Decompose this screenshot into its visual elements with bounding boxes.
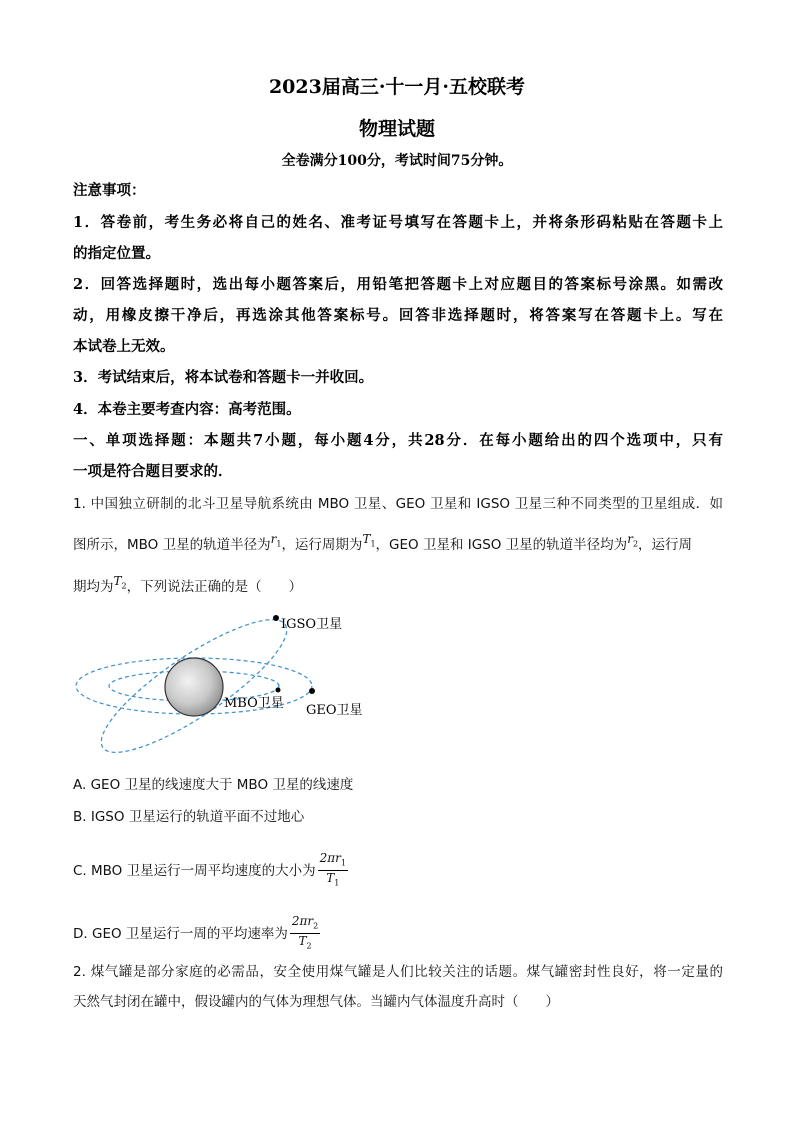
mbo-label: MBO卫星 (224, 696, 284, 711)
exam-subtitle: 物理试题 (358, 118, 435, 140)
option-b: B. IGSO 卫星运行的轨道平面不过地心 (73, 809, 305, 825)
question-2-line-1: 2. 煤气罐是部分家庭的必需品，安全使用煤气罐是人们比较关注的话题。煤气罐密封性良好，将一定量的 (73, 964, 723, 980)
notice-item-4: 4．本卷主要考查内容：高考范围。 (73, 401, 301, 418)
section-1-heading-line-2: 一项是符合题目要求的． (73, 463, 233, 480)
option-d: D. GEO 卫星运行一周的平均速率为 $\frac{2\pi r_2}{T_2}$ (73, 914, 723, 954)
geo-satellite-dot (309, 688, 315, 694)
symbol-r1: $r_1$ (270, 532, 282, 549)
option-c: C. MBO 卫星运行一周平均速度的大小为 $\frac{2\pi r_1}{T_1}$ (73, 851, 723, 891)
symbol-r2: $r_2$ (627, 532, 639, 549)
mbo-satellite-dot (276, 688, 281, 693)
notice-item-2-line-1: 2．回答选择题时，选出每小题答案后，用铅笔把答题卡上对应题目的答案标号涂黑。如需改 (73, 276, 723, 293)
notice-item-3: 3．考试结束后，将本试卷和答题卡一并收回。 (73, 369, 374, 386)
earth-icon (165, 658, 223, 716)
notice-item-1-line-2: 的指定位置。 (73, 245, 160, 262)
exam-title: 2023届高三·十一月·五校联考 (268, 76, 526, 98)
option-c-fraction: $\frac{2\pi r_1}{T_1}$ (319, 851, 346, 888)
igso-label: IGSO卫星 (281, 617, 343, 632)
question-1-line-1: 1. 中国独立研制的北斗卫星导航系统由 MBO 卫星、GEO 卫星和 IGSO 卫星三种不同类型的卫星组成．如 (73, 496, 723, 512)
symbol-T1: $T_1$ (362, 532, 376, 549)
notice-item-1-line-1: 1．答卷前，考生务必将自己的姓名、准考证号填写在答题卡上，并将条形码粘贴在答题卡上 (73, 214, 723, 231)
exam-total-score: 全卷满分100分，考试时间75分钟。 (281, 153, 513, 169)
satellite-orbit-diagram (70, 606, 400, 766)
question-1-line-2: 图所示，MBO 卫星的轨道半径为$r_1$，运行周期为$T_1$，GEO 卫星和 IGSO 卫星的轨道半径均为$r_2$，运行周 (73, 532, 693, 553)
section-1-heading-line-1: 一、单项选择题：本题共7小题，每小题4分，共28分．在每小题给出的四个选项中，只有 (73, 432, 723, 449)
notice-heading: 注意事项： (73, 182, 146, 199)
question-2-line-2: 天然气封闭在罐中，假设罐内的气体为理想气体。当罐内气体温度升高时（ ） (73, 994, 559, 1010)
option-d-fraction: $\frac{2\pi r_2}{T_2}$ (291, 914, 319, 951)
geo-label: GEO卫星 (306, 703, 363, 718)
notice-item-2-line-2: 动，用橡皮擦干净后，再选涂其他答案标号。回答非选择题时，将答案写在答题卡上。写在 (73, 307, 723, 324)
question-1-line-3: 期均为$T_2$，下列说法正确的是（ ） (73, 574, 303, 595)
notice-item-2-line-3: 本试卷上无效。 (73, 338, 175, 355)
igso-satellite-dot (273, 615, 279, 621)
option-a: A. GEO 卫星的线速度大于 MBO 卫星的线速度 (73, 777, 354, 793)
symbol-T2: $T_2$ (113, 574, 127, 591)
